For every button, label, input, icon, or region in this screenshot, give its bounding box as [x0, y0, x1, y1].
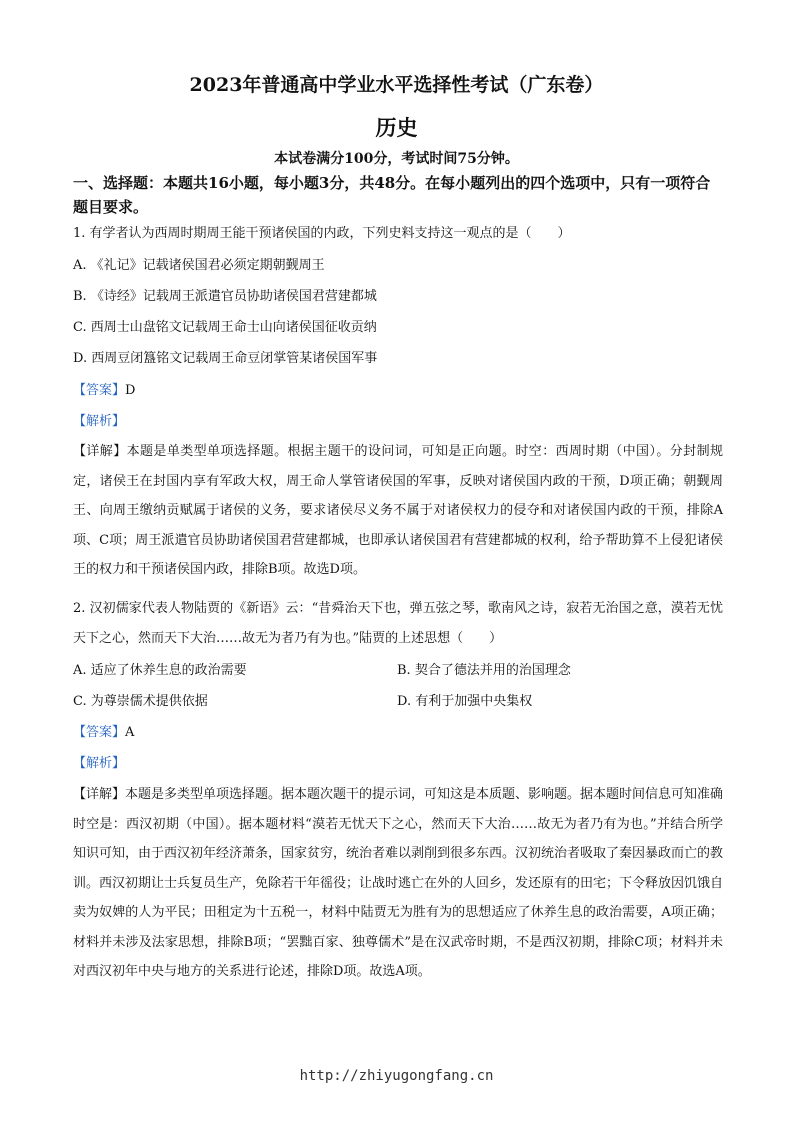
q2-analysis-tag: 【解析】 [73, 756, 126, 771]
q1-option-c: C. 西周士山盘铭文记载周王命士山向诸侯国征收贡纳 [73, 320, 377, 335]
q1-answer [73, 381, 135, 401]
answer-tag: 【答案】 [73, 725, 126, 740]
footer-url[interactable]: http://zhiyugongfang.cn [299, 1068, 494, 1084]
exam-title: 2023年普通高中学业水平选择性考试（广东卷） [189, 74, 604, 96]
q2-option-d: D. 有利于加强中央集权 [397, 694, 533, 709]
q2-detail: 【详解】本题是多类型单项选择题。据本题次题干的提示词，可知这是本质题、影响题。据本题时间信息可知准确时空是：西汉初期（中国）。据本题材料“漠若无忧天下之心，然而天下大治……故无为者乃有为也。”并结合所学知识可知，由于西汉初年经济萧条，国家贫穷，统治者难以剥削到很多东西。汉初统治者吸取了秦因暴政而亡的教训。西汉初期让士兵复员生产，免除若干年徭役；让战时逃亡在外的人回乡，发还原有的田宅；下令释放因饥饿自卖为奴婢的人为平民；田租定为十五税一，材料中陆贾无为胜有为的思想适应了休养生息的政治需要，A项正确；材料并未涉及法家思想，排除B项；“罢黜百家、独尊儒术”是在汉武帝时期，不是西汉初期，排除C项；材料并未对西汉初年中央与地方的关系进行论述，排除D项。故选A项。 [73, 787, 724, 979]
exam-info: 本试卷满分100分，考试时间75分钟。 [274, 151, 519, 167]
q1-detail: 【详解】本题是单类型单项选择题。根据主题干的设问词，可知是正向题。时空：西周时期（中国）。分封制规定，诸侯王在封国内享有军政大权，周王命人掌管诸侯国的军事，反映对诸侯国内政的干预，D项正确；朝觐周王、向周王缴纳贡赋属于诸侯的义务，要求诸侯尽义务不属于对诸侯权力的侵夺和对诸侯国内政的干预，排除A项、C项；周王派遣官员协助诸侯国君营建都城，也即承认诸侯国君有营建都城的权利，给予帮助算不上侵犯诸侯王的权力和干预诸侯国内政，排除B项。故选D项。 [73, 444, 723, 577]
q1-option-d: D. 西周豆闭簋铭文记载周王命豆闭掌管某诸侯国军事 [73, 351, 378, 366]
q1-analysis-tag: 【解析】 [73, 414, 126, 429]
q2-option-c: C. 为尊崇儒术提供依据 [73, 694, 208, 709]
q2-answer [73, 723, 134, 743]
subject-title: 历史 [375, 115, 418, 140]
q2-option-b: B. 契合了德法并用的治国理念 [397, 663, 571, 678]
q2-stem: 2. 汉初儒家代表人物陆贾的《新语》云：“昔舜治天下也，弹五弦之琴，歌南风之诗，寂若无治国之意，漠若无忧天下之心，然而天下大治……故无为者乃有为也。”陆贾的上述思想（ ） [73, 601, 723, 646]
q1-stem: 1. 有学者认为西周时期周王能干预诸侯国的内政，下列史料支持这一观点的是（ ） [73, 226, 571, 241]
answer-value: D [125, 383, 136, 398]
q2-option-a: A. 适应了休养生息的政治需要 [73, 663, 247, 678]
q1-option-b: B. 《诗经》记载周王派遣官员协助诸侯国君营建都城 [73, 289, 377, 304]
answer-value: A [125, 725, 135, 740]
section-heading: 一、选择题：本题共16小题，每小题3分，共48分。在每小题列出的四个选项中，只有一项符合题目要求。 [73, 174, 711, 216]
q1-option-a: A. 《礼记》记载诸侯国君必须定期朝觐周王 [73, 258, 325, 273]
answer-tag: 【答案】 [73, 383, 126, 398]
